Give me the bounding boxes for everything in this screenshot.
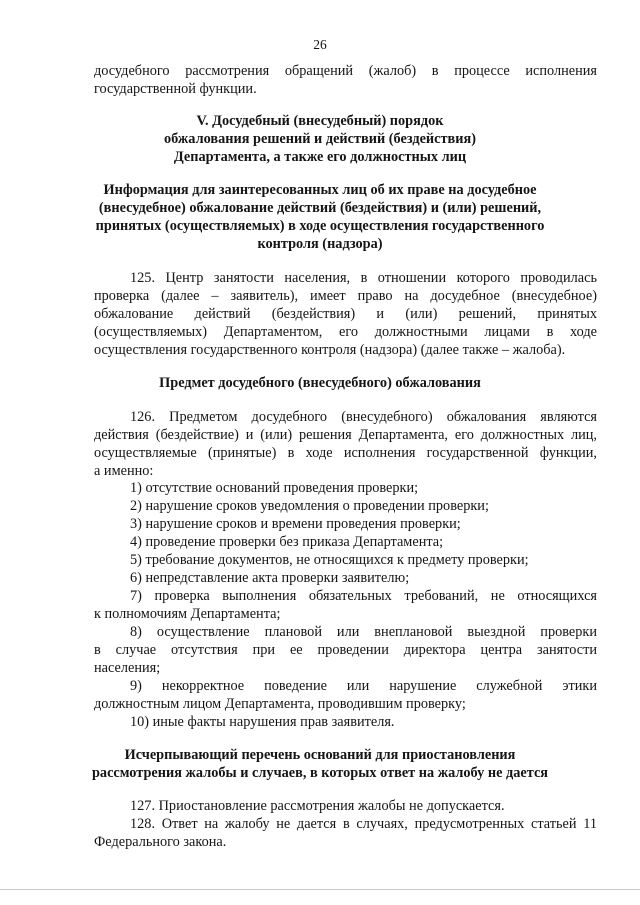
paragraph-125-line: осуществления государственного контроля (надзора) (далее также – жалоба). <box>94 342 566 358</box>
paragraph-128-line: Федерального закона. <box>94 834 227 850</box>
paragraph-125-line: проверка (далее – заявитель), имеет право на досудебное (внесудебное) <box>94 288 597 304</box>
paragraph-125-line: обжалование действий (бездействия) и (или) решений, принятых <box>94 306 597 322</box>
paragraph-127: 127. Приостановление рассмотрения жалобы не допускается. <box>130 798 505 814</box>
list-item: должностным лицом Департамента, проводившим проверку; <box>94 696 466 712</box>
subject-heading: Предмет досудебного (внесудебного) обжалования <box>159 375 481 391</box>
info-heading-line: (внесудебное) обжалование действий (бездействия) и (или) решений, <box>98 200 542 216</box>
list-item: в случае отсутствия при ее проведении директора центра занятости <box>94 642 597 658</box>
section-title-line: V. Досудебный (внесудебный) порядок <box>196 113 444 129</box>
list-item: населения; <box>94 660 161 676</box>
intro-line: государственной функции. <box>94 81 257 97</box>
paragraph-128-line: 128. Ответ на жалобу не дается в случаях, предусмотренных статьей 11 <box>130 816 597 832</box>
paragraph-125-line: (осуществляемых) Департаментом, его должностными лицами в ходе <box>94 324 597 340</box>
intro-line: досудебного рассмотрения обращений (жалоб) в процессе исполнения <box>94 63 597 79</box>
info-heading-line: Информация для заинтересованных лиц об их праве на досудебное <box>103 182 537 198</box>
page-number: 26 <box>313 37 327 52</box>
list-item: 8) осуществление плановой или внеплановой выездной проверки <box>130 624 597 640</box>
info-heading-line: контроля (надзора) <box>257 236 383 252</box>
list-item: 1) отсутствие оснований проведения проверки; <box>130 480 419 496</box>
list-item: к полномочиям Департамента; <box>94 606 281 622</box>
list-item: 4) проведение проверки без приказа Департамента; <box>130 534 444 550</box>
list-item: 10) иные факты нарушения прав заявителя. <box>130 714 395 730</box>
exhaustive-heading-line: рассмотрения жалобы и случаев, в которых ответ на жалобу не дается <box>91 765 549 781</box>
bottom-separator <box>0 889 640 890</box>
paragraph-126-line: действия (бездействие) и (или) решения Департамента, его должностных лиц, <box>94 427 597 443</box>
list-item: 3) нарушение сроков и времени проведения проверки; <box>130 516 461 532</box>
info-heading-line: принятых (осуществляемых) в ходе осуществления государственного <box>95 218 545 234</box>
paragraph-126-line: а именно: <box>94 463 154 479</box>
list-item: 7) проверка выполнения обязательных требований, не относящихся <box>130 588 597 604</box>
list-item: 9) некорректное поведение или нарушение служебной этики <box>130 678 597 694</box>
section-title-line: обжалования решений и действий (бездействия) <box>163 131 476 147</box>
paragraph-125-line: 125. Центр занятости населения, в отношении которого проводилась <box>130 270 597 286</box>
exhaustive-heading-line: Исчерпывающий перечень оснований для приостановления <box>124 747 516 763</box>
section-title-line: Департамента, а также его должностных лиц <box>173 149 467 165</box>
paragraph-126-line: 126. Предметом досудебного (внесудебного) обжалования являются <box>130 409 597 425</box>
list-item: 5) требование документов, не относящихся к предмету проверки; <box>130 552 529 568</box>
paragraph-126-line: осуществляемые (принятые) в ходе исполнения государственной функции, <box>94 445 597 461</box>
list-item: 2) нарушение сроков уведомления о проведении проверки; <box>130 498 489 514</box>
list-item: 6) непредставление акта проверки заявителю; <box>130 570 410 586</box>
